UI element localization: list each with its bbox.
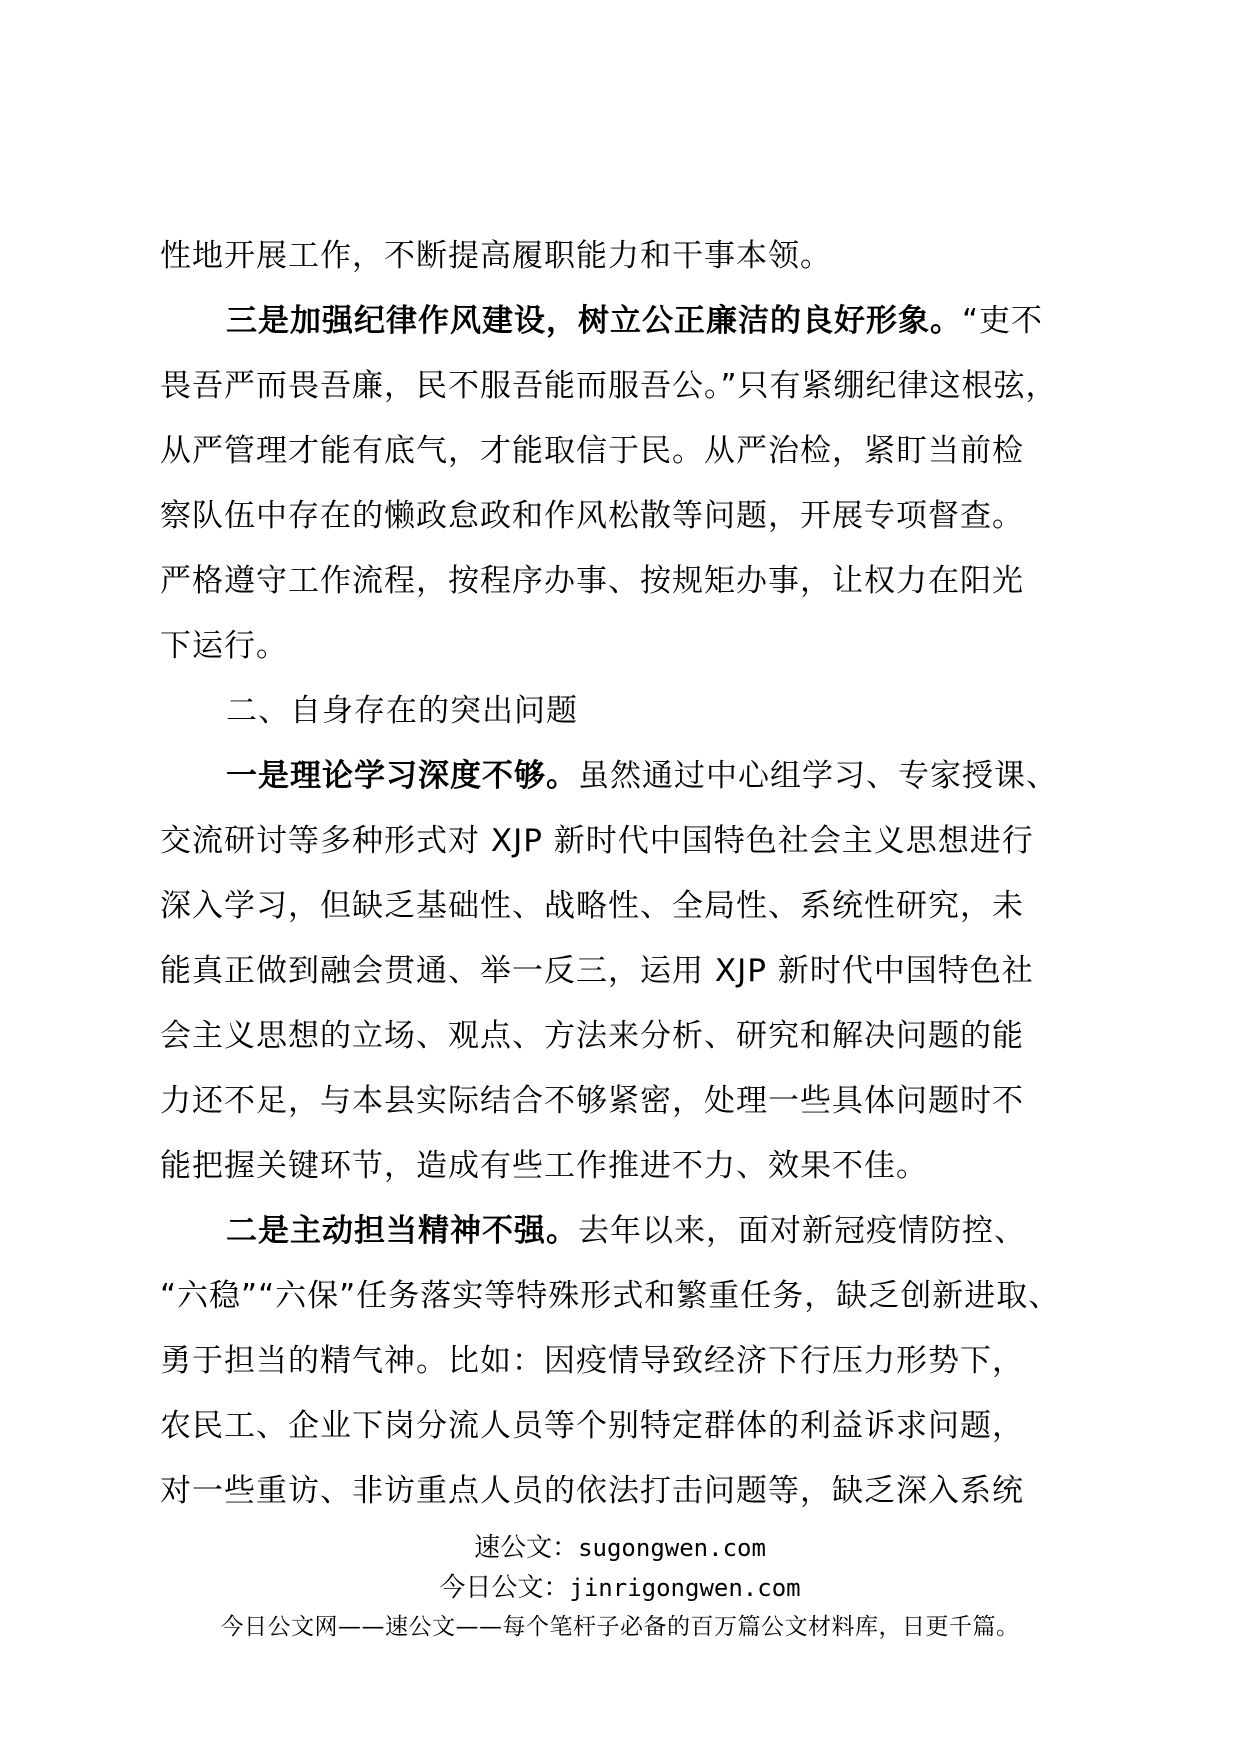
section-point-one: 一是理论学习深度不够。虽然通过中心组学习、专家授课、 (226, 758, 1058, 794)
body-line: 能真正做到融会贯通、举一反三，运用 XJP 新时代中国特色社 (160, 953, 1034, 989)
body-line: 勇于担当的精气神。比如：因疫情导致经济下行压力形势下， (160, 1343, 1024, 1379)
section-point-three: 三是加强纪律作风建设，树立公正廉洁的良好形象。“吏不 (226, 303, 1044, 339)
body-line: 交流研讨等多种形式对 XJP 新时代中国特色社会主义思想进行 (160, 823, 1034, 859)
point-heading: 二是主动担当精神不强。 (226, 1213, 578, 1249)
body-line: “六稳”“六保”任务落实等特殊形式和繁重任务，缺乏创新进取、 (160, 1278, 1061, 1314)
body-line: 下运行。 (160, 628, 288, 664)
body-line: 察队伍中存在的懒政怠政和作风松散等问题，开展专项督查。 (160, 498, 1024, 534)
footer-site-1 (0, 1528, 1240, 1568)
body-line: 会主义思想的立场、观点、方法来分析、研究和解决问题的能 (160, 1018, 1024, 1054)
body-line: 从严管理才能有底气，才能取信于民。从严治检，紧盯当前检 (160, 433, 1024, 469)
body-line: 深入学习，但缺乏基础性、战略性、全局性、系统性研究，未 (160, 888, 1024, 924)
footer-site-2 (0, 1568, 1240, 1608)
footer-site-1-label: 速公文： (474, 1533, 579, 1563)
section-point-two: 二是主动担当精神不强。去年以来，面对新冠疫情防控、 (226, 1213, 1026, 1249)
body-line: 农民工、企业下岗分流人员等个别特定群体的利益诉求问题， (160, 1408, 1024, 1444)
body-line: 力还不足，与本县实际结合不够紧密，处理一些具体问题时不 (160, 1083, 1024, 1119)
point-heading: 一是理论学习深度不够。 (226, 758, 578, 794)
body-line: 性地开展工作，不断提高履职能力和干事本领。 (160, 238, 832, 274)
point-heading: 三是加强纪律作风建设，树立公正廉洁的良好形象。 (226, 303, 962, 339)
footer-site-2-label: 今日公文： (439, 1573, 570, 1603)
footer-site-1-link[interactable]: sugongwen.com (578, 1534, 766, 1562)
body-line: 能把握关键环节，造成有些工作推进不力、效果不佳。 (160, 1148, 928, 1184)
body-line: 畏吾严而畏吾廉，民不服吾能而服吾公。”只有紧绷纪律这根弦， (160, 368, 1058, 404)
footer-site-2-link[interactable]: jinrigongwen.com (569, 1574, 801, 1602)
footer-tagline: 今日公文网——速公文——每个笔杆子必备的百万篇公文材料库，日更千篇。 (220, 1614, 1020, 1640)
document-body (160, 224, 1120, 1524)
body-line: 严格遵守工作流程，按程序办事、按规矩办事，让权力在阳光 (160, 563, 1024, 599)
section-heading: 二、自身存在的突出问题 (226, 693, 578, 729)
page-footer (0, 1528, 1240, 1646)
body-line: 对一些重访、非访重点人员的依法打击问题等，缺乏深入系统 (160, 1473, 1024, 1509)
